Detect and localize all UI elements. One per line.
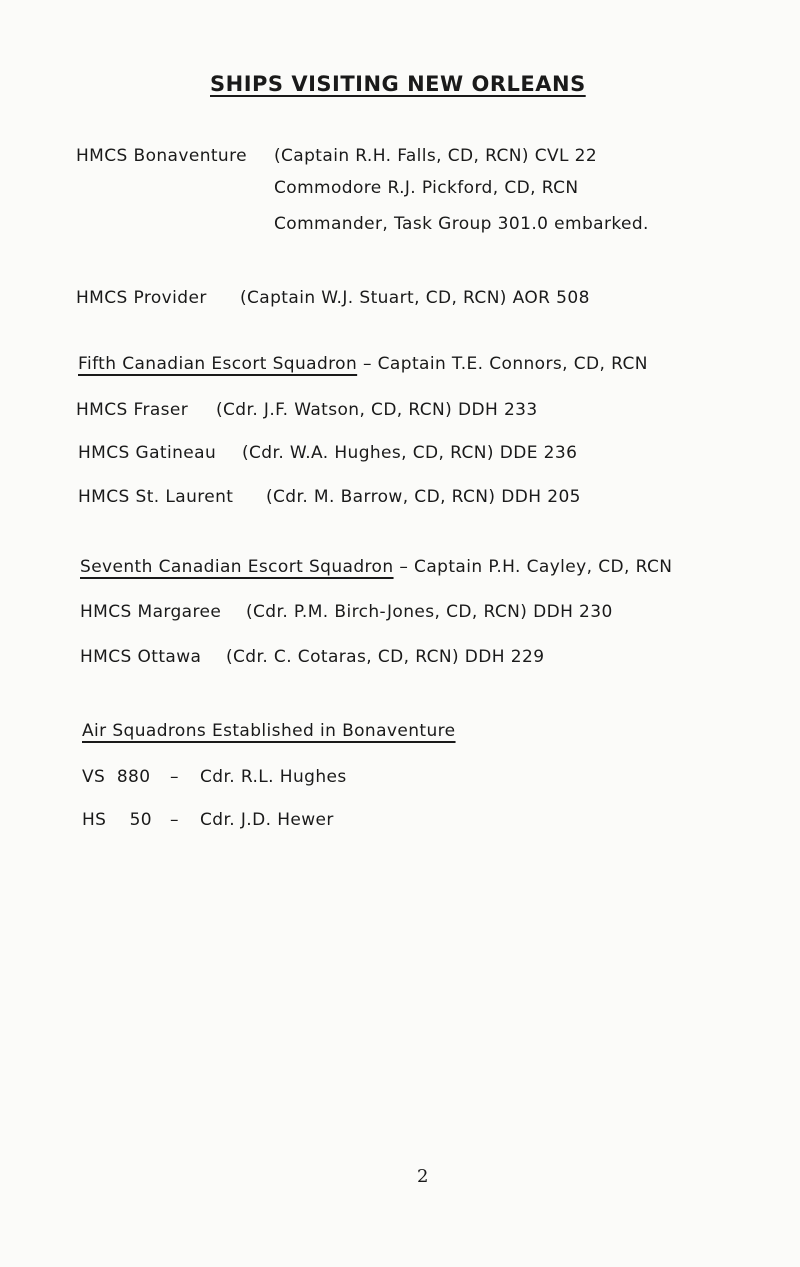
ship-name: HMCS Provider (76, 288, 207, 308)
ship-entry (76, 400, 538, 420)
page-number: 2 (417, 1166, 429, 1187)
fifth-squadron-heading-line (78, 354, 648, 374)
bonaventure-commodore: Commodore R.J. Pickford, CD, RCN (274, 178, 579, 198)
section-heading: Fifth Canadian Escort Squadron (78, 354, 358, 374)
ship-detail: (Cdr. W.A. Hughes, CD, RCN) DDE 236 (242, 443, 578, 463)
ship-name: HMCS Margaree (80, 602, 222, 622)
squadron-unit: VS 880 (82, 767, 151, 787)
ship-name: HMCS Gatineau (78, 443, 217, 463)
seventh-squadron-heading-line (80, 557, 672, 577)
provider-entry (76, 288, 590, 308)
dash: – (170, 767, 179, 787)
bonaventure-task-group: Commander, Task Group 301.0 embarked. (274, 214, 649, 234)
air-squadrons-heading (82, 721, 456, 741)
ship-detail: (Cdr. J.F. Watson, CD, RCN) DDH 233 (216, 400, 538, 420)
squadron-commander: Cdr. J.D. Hewer (200, 810, 334, 830)
ship-entry (80, 647, 544, 667)
air-squadron-entry (82, 810, 334, 830)
ship-name: HMCS Bonaventure (76, 146, 247, 166)
air-squadron-entry (82, 767, 347, 787)
ship-detail: (Cdr. P.M. Birch-Jones, CD, RCN) DDH 230 (246, 602, 613, 622)
squadron-commander: – Captain P.H. Cayley, CD, RCN (393, 557, 673, 577)
ship-detail: (Cdr. C. Cotaras, CD, RCN) DDH 229 (226, 647, 545, 667)
squadron-commander: Cdr. R.L. Hughes (200, 767, 347, 787)
ship-name: HMCS Ottawa (80, 647, 202, 667)
ship-detail: (Captain R.H. Falls, CD, RCN) CVL 22 (274, 146, 598, 166)
squadron-unit: HS 50 (82, 810, 153, 830)
bonaventure-entry (76, 146, 597, 166)
ship-detail: (Cdr. M. Barrow, CD, RCN) DDH 205 (266, 487, 581, 507)
ship-name: HMCS Fraser (76, 400, 189, 420)
ship-detail: (Captain W.J. Stuart, CD, RCN) AOR 508 (240, 288, 590, 308)
dash: – (170, 810, 179, 830)
squadron-commander: – Captain T.E. Connors, CD, RCN (357, 354, 648, 374)
ship-name: HMCS St. Laurent (78, 487, 234, 507)
ship-entry (78, 443, 577, 463)
section-heading: Seventh Canadian Escort Squadron (80, 557, 394, 577)
ship-entry (78, 487, 581, 507)
page-title: SHIPS VISITING NEW ORLEANS (210, 72, 586, 96)
ship-entry (80, 602, 613, 622)
section-heading: Air Squadrons Established in Bonaventure (82, 721, 456, 741)
